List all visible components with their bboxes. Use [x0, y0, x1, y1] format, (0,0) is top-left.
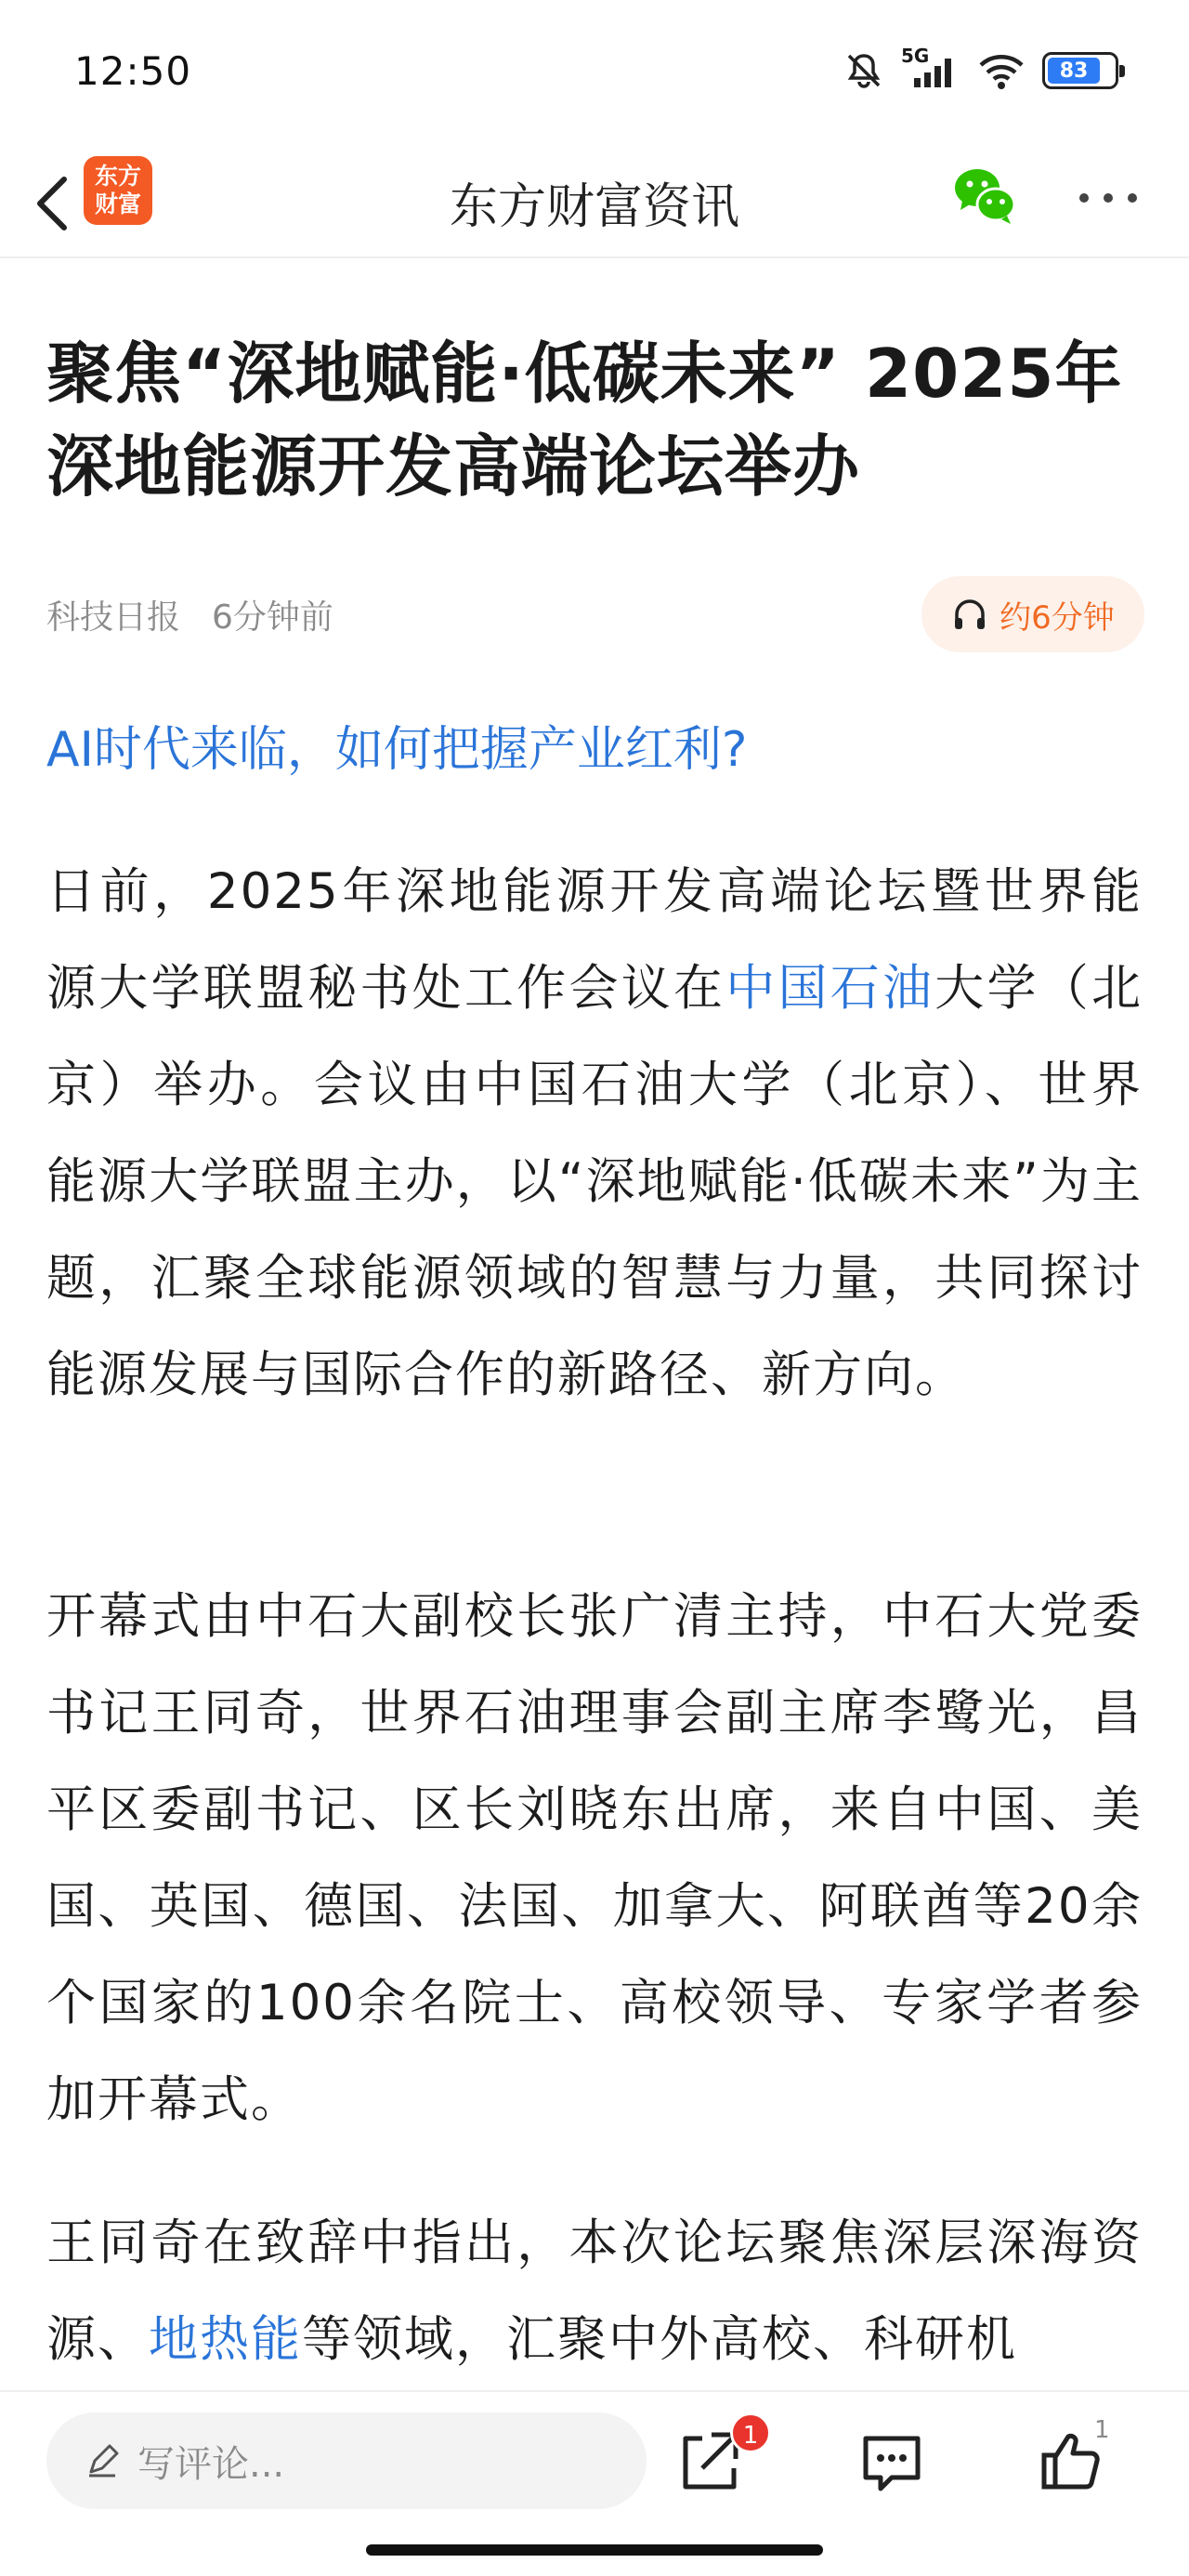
listen-duration: 约6分钟: [1000, 598, 1115, 637]
battery-icon: [1042, 52, 1118, 89]
network-label: 5G: [901, 45, 930, 67]
home-indicator[interactable]: [366, 2544, 823, 2556]
mute-icon: [843, 50, 884, 91]
headphones-icon: [951, 596, 988, 633]
comment-input[interactable]: [46, 2412, 647, 2509]
wechat-share-button[interactable]: [949, 160, 1022, 232]
wechat-icon: [949, 160, 1022, 232]
signal-icon: [901, 45, 960, 91]
bottom-action-bar: [0, 2390, 1189, 2576]
article-paragraph-3: 王同奇在致辞中指出，本次论坛聚焦深层深海资源、地热能等领域，汇聚中外高校、科研机: [46, 2215, 1143, 2368]
page-title: 东方财富资讯: [449, 179, 739, 235]
battery-level: 83: [1059, 59, 1089, 83]
article-paragraph-1: 日前，2025年深地能源开发高端论坛暨世界能源大学联盟秘书处工作会议在中国石油大学（北京）举办。会议由中国石油大学（北京）、世界能源大学联盟主办，以“深地赋能·低碳未来”为主题，汇聚全球能源领域的智慧与力量，共同探讨能源发展与国际合作的新路径、新方向。: [46, 863, 1143, 1403]
status-icons: [843, 45, 1118, 91]
app-logo[interactable]: 东方财富: [84, 156, 152, 225]
nav-bar: [0, 149, 1189, 258]
more-icon: [1079, 193, 1089, 203]
status-time: 12:50: [74, 48, 192, 94]
wifi-icon: [977, 50, 1026, 91]
article-time: 6分钟前: [212, 598, 333, 637]
article-headline: 聚焦“深地赋能·低碳未来” 2025年深地能源开发高端论坛举办: [46, 335, 1123, 506]
like-count: 1: [1094, 2416, 1110, 2444]
comment-bubble-icon: [856, 2427, 927, 2498]
comment-placeholder: 写评论...: [137, 2442, 285, 2486]
share-badge: 1: [730, 2412, 771, 2453]
more-button[interactable]: [1074, 184, 1143, 212]
status-bar: [0, 0, 1189, 149]
pencil-icon: [84, 2442, 121, 2479]
promo-link[interactable]: AI时代来临，如何把握产业红利?: [46, 722, 748, 778]
article-meta: [46, 591, 333, 638]
article-source[interactable]: 科技日报: [46, 598, 181, 637]
keyword-link-geothermal[interactable]: 地热能: [149, 2311, 302, 2368]
listen-button[interactable]: [921, 576, 1144, 652]
comments-button[interactable]: [856, 2427, 927, 2498]
article-paragraph-2: 开幕式由中石大副校长张广清主持，中石大党委书记王同奇，世界石油理事会副主席李鹭光，昌平区委副书记、区长刘晓东出席，来自中国、美国、英国、德国、法国、加拿大、阿联酋等20余个国家的100余名院士、高校领导、专家学者参加开幕式。: [46, 1588, 1143, 2128]
keyword-link-cnpc[interactable]: 中国石油: [725, 960, 935, 1017]
